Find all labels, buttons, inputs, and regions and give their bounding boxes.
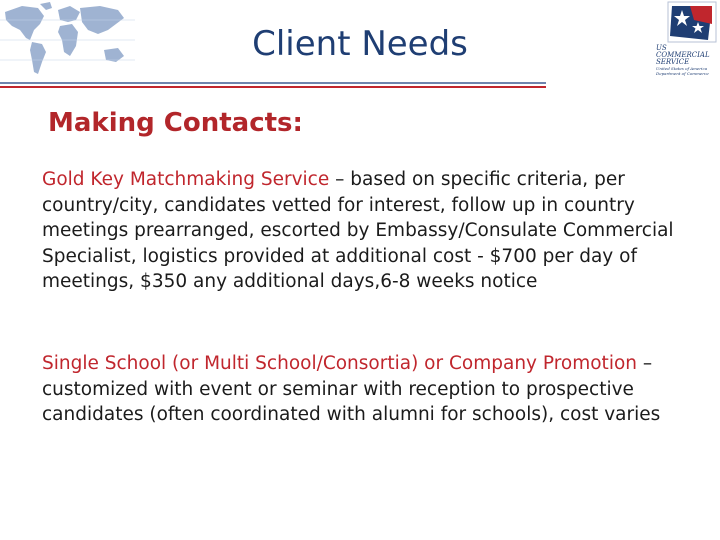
title-divider-blue <box>0 82 546 84</box>
service-description: – based on specific criteria, per country/city, candidates vetted for interest, follow up in country meetings prearranged, escorted by Embassy/Consulate Commercial Specialist, logistics provided at additional cost - $700 per day of meetings, $350 any additional days,6-8 weeks notice <box>42 169 674 292</box>
svg-text:COMMERCIAL: COMMERCIAL <box>656 51 710 59</box>
svg-text:US: US <box>656 44 667 52</box>
service-name: Gold Key Matchmaking Service <box>42 169 330 190</box>
svg-text:Department of Commerce: Department of Commerce <box>656 71 709 76</box>
service-paragraph-gold-key <box>42 167 712 295</box>
service-name: Single School (or Multi School/Consortia) or Company Promotion <box>42 353 637 374</box>
service-description: – customized with event or seminar with reception to prospective candidates (often coordinated with alumni for schools), cost varies <box>42 353 661 425</box>
svg-text:United States of America: United States of America <box>656 66 708 71</box>
title-divider-red <box>0 86 546 88</box>
service-paragraph-school-promotion <box>42 351 712 428</box>
svg-text:SERVICE: SERVICE <box>656 58 690 66</box>
section-heading: Making Contacts: <box>48 108 303 138</box>
page-title: Client Needs <box>252 24 468 64</box>
